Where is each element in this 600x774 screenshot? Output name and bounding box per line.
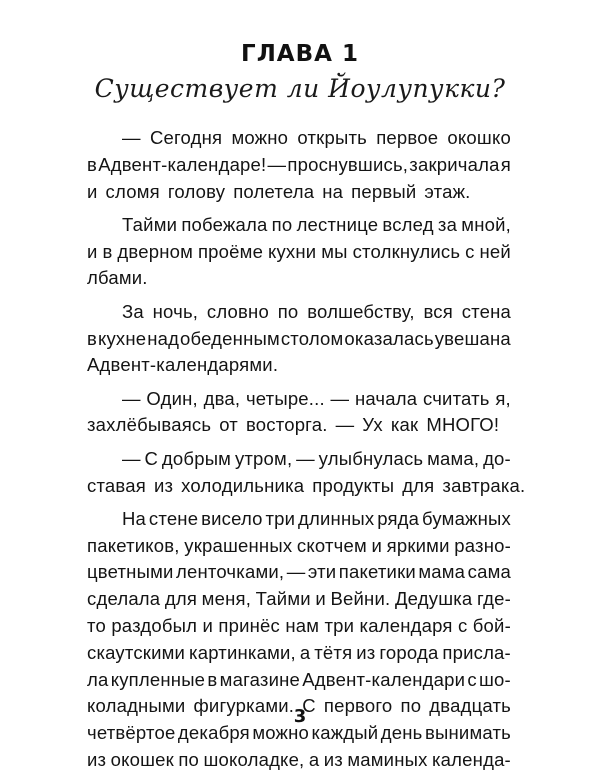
paragraph bbox=[87, 212, 511, 292]
text-line: в Адвент-календаре! — проснувшись, закричала я bbox=[87, 153, 511, 175]
text-line: цветными ленточками, — эти пакетики мама сама bbox=[87, 561, 511, 583]
text-line: захлёбываясь от восторга. — Ух как МНОГО! bbox=[87, 414, 500, 436]
text-line: ставая из холодильника продукты для завтрака. bbox=[87, 474, 526, 496]
text-line: скаутскими картинками, а тётя из города присла- bbox=[87, 641, 511, 663]
text-line: и сломя голову полетела на первый этаж. bbox=[87, 180, 471, 202]
text-line: пакетиков, украшенных скотчем и яркими разно- bbox=[87, 534, 511, 556]
paragraph bbox=[87, 386, 511, 440]
text-line: лбами. bbox=[87, 267, 148, 289]
text-line: в кухне над обеденным столом оказалась увешана bbox=[87, 327, 511, 349]
text-line: — Сегодня можно открыть первое окошко bbox=[122, 127, 511, 148]
page-number: 3 bbox=[293, 706, 307, 727]
text-line: то раздобыл и принёс нам три календаря с бой- bbox=[87, 615, 511, 637]
text-line: За ночь, словно по волшебству, вся стена bbox=[122, 300, 511, 322]
text-line: коладными фигурками. С первого по двадцать bbox=[87, 695, 511, 717]
chapter-title: ГЛАВА 1 bbox=[241, 41, 359, 67]
body-text bbox=[87, 125, 526, 774]
text-line: — Один, два, четыре... — начала считать я, bbox=[122, 387, 511, 409]
text-line: сделала для меня, Тайми и Вейни. Дедушка где- bbox=[87, 588, 511, 610]
text-line: и в дверном проёме кухни мы столкнулись с ней bbox=[87, 240, 511, 262]
text-line: четвёртое декабря можно каждый день вынимать bbox=[87, 722, 511, 744]
text-line: Адвент-календарями. bbox=[87, 354, 279, 376]
text-line: ла купленные в магазине Адвент-календари с шо- bbox=[87, 668, 511, 690]
paragraph bbox=[87, 299, 511, 379]
text-line: Тайми побежала по лестнице вслед за мной, bbox=[122, 213, 511, 235]
paragraph bbox=[87, 506, 511, 774]
paragraph bbox=[87, 125, 511, 205]
chapter-subtitle: Существует ли Йоулупукки? bbox=[94, 74, 506, 103]
text-line: На стене висело три длинных ряда бумажных bbox=[122, 507, 511, 529]
paragraph bbox=[87, 446, 526, 500]
text-line: — С добрым утром, — улыбнулась мама, до- bbox=[122, 447, 511, 469]
text-line: из окошек по шоколадке, а из маминых календа- bbox=[87, 749, 511, 771]
